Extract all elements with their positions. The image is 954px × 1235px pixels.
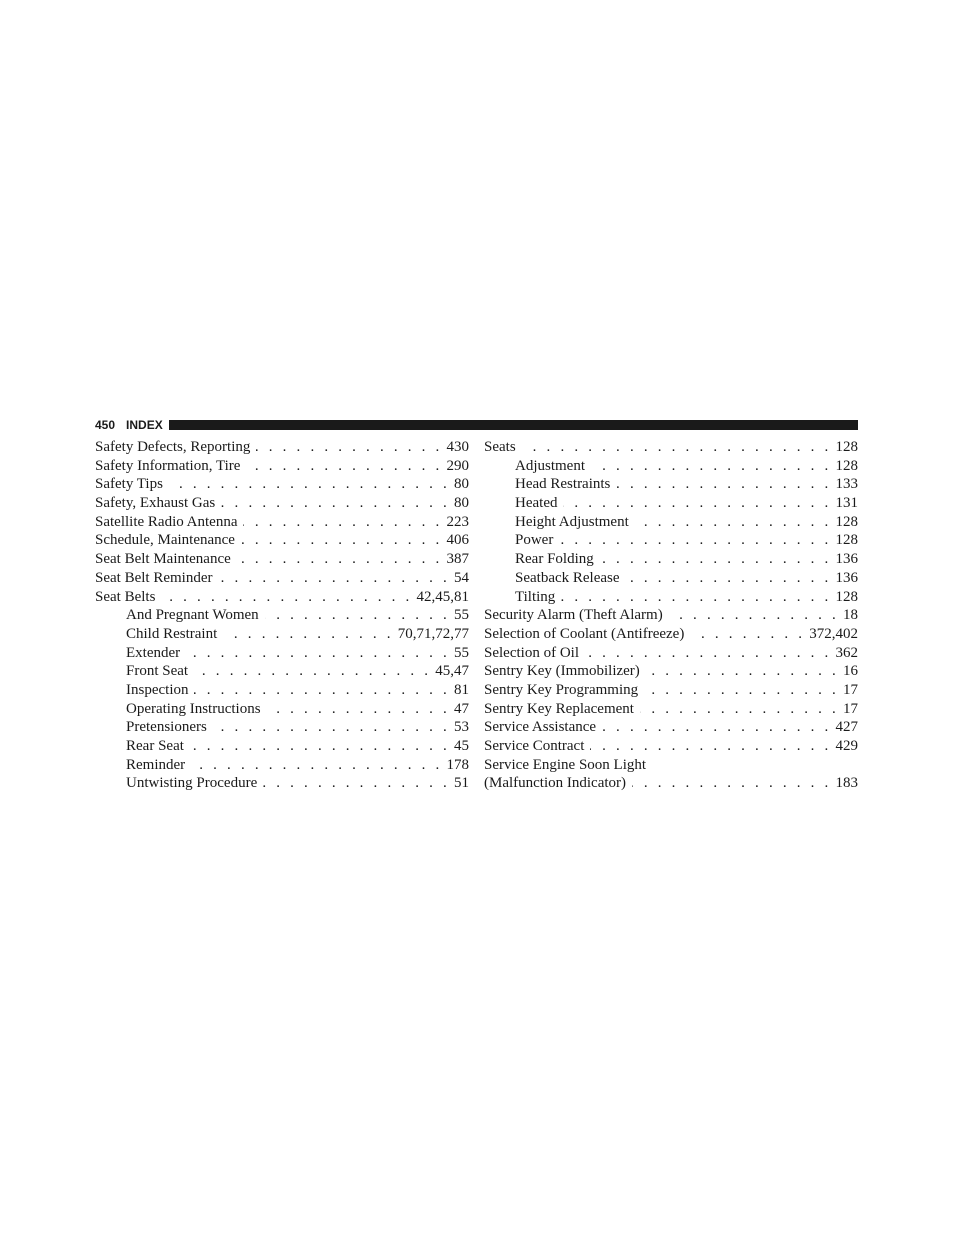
dot-leader [263, 774, 450, 793]
index-term: Seatback Release [515, 569, 620, 586]
dot-leader [246, 457, 442, 476]
index-page-ref: 372,402 [809, 625, 858, 642]
index-entry [95, 513, 469, 532]
page-header [95, 417, 858, 433]
dot-leader [241, 531, 443, 550]
index-subentry [484, 531, 858, 550]
index-subentry [484, 475, 858, 494]
index-term: Reminder [126, 756, 186, 773]
dot-leader [169, 475, 450, 494]
index-term: Operating Instructions [126, 700, 261, 717]
index-page-ref: 429 [835, 738, 858, 754]
index-page-ref: 54 [454, 569, 469, 586]
index-entry [95, 531, 469, 550]
dot-leader [644, 681, 839, 700]
index-term: Heated [515, 495, 558, 512]
index-column-right [484, 438, 858, 793]
index-page-ref: 17 [843, 700, 858, 717]
index-term: (Malfunction Indicator) [484, 775, 627, 792]
dot-leader [600, 550, 832, 569]
page-number: 450 [95, 418, 116, 432]
index-entry [95, 475, 469, 494]
index-term: Untwisting Procedure [126, 775, 258, 792]
index-page-ref: 53 [454, 719, 469, 736]
index-term: Service Engine Soon Light [484, 756, 647, 773]
dot-leader [635, 513, 832, 532]
dot-leader [186, 644, 450, 663]
dot-leader [561, 588, 831, 607]
index-entry [484, 737, 858, 756]
index-entry [95, 588, 469, 607]
dot-leader [256, 438, 442, 457]
index-subentry [95, 700, 469, 719]
dot-leader [267, 700, 450, 719]
index-page-ref: 362 [835, 644, 858, 661]
index-entry [484, 718, 858, 737]
index-subentry [95, 737, 469, 756]
index-page-ref: 45,47 [435, 663, 469, 680]
dot-leader [194, 681, 450, 700]
index-term: Rear Seat [126, 738, 184, 754]
index-term: Pretensioners [126, 719, 207, 736]
index-term: Adjustment [515, 457, 585, 474]
index-page-ref: 128 [835, 457, 858, 474]
dot-leader [243, 513, 442, 532]
index-subentry [484, 550, 858, 569]
dot-leader [221, 494, 450, 513]
index-subentry [484, 588, 858, 607]
index-subentry [484, 494, 858, 513]
index-term: Seat Belt Reminder [95, 569, 213, 586]
index-subentry [95, 718, 469, 737]
section-title: INDEX [126, 418, 163, 432]
index-page-ref: 80 [454, 476, 469, 493]
index-term: Safety Information, Tire [95, 457, 241, 474]
index-page-ref: 133 [835, 476, 858, 493]
dot-leader [590, 737, 831, 756]
index-term: Head Restraints [515, 476, 611, 493]
index-page-ref: 18 [843, 607, 858, 624]
index-page-ref: 131 [835, 495, 858, 512]
index-page-ref: 128 [835, 588, 858, 605]
dot-leader [559, 531, 831, 550]
index-page-ref: 80 [454, 495, 469, 512]
index-page-ref: 427 [835, 719, 858, 736]
index-page-ref: 183 [835, 775, 858, 792]
index-entry [95, 438, 469, 457]
index-subentry [95, 606, 469, 625]
index-page-ref: 136 [835, 569, 858, 586]
dot-leader [616, 475, 831, 494]
index-term: Safety Tips [95, 476, 163, 493]
index-term: And Pregnant Women [126, 607, 259, 624]
index-term: Extender [126, 644, 181, 661]
dot-leader [522, 438, 832, 457]
index-term: Seat Belts [95, 588, 156, 605]
dot-leader [602, 718, 831, 737]
dot-leader [626, 569, 832, 588]
index-subentry [484, 457, 858, 476]
index-page-ref: 128 [835, 513, 858, 530]
index-page-ref: 42,45,81 [416, 588, 469, 605]
index-term: Service Assistance [484, 719, 597, 736]
index-column-left [95, 438, 469, 793]
dot-leader [237, 550, 443, 569]
index-term: Power [515, 532, 554, 549]
dot-leader [194, 662, 431, 681]
index-term: Safety Defects, Reporting [95, 439, 251, 455]
index-entry [484, 644, 858, 663]
index-term: Height Adjustment [515, 513, 629, 530]
index-term: Child Restraint [126, 625, 218, 642]
index-term: Rear Folding [515, 551, 594, 568]
dot-leader [191, 756, 442, 775]
dot-leader [161, 588, 412, 607]
index-entry [484, 625, 858, 644]
index-entry [95, 550, 469, 569]
index-term: Sentry Key (Immobilizer) [484, 663, 640, 680]
index-page-ref: 70,71,72,77 [397, 625, 469, 642]
index-entry [95, 457, 469, 476]
dot-leader [632, 774, 831, 793]
index-page-ref: 55 [454, 644, 469, 661]
index-term: Sentry Key Programming [484, 681, 639, 698]
index-subentry [95, 644, 469, 663]
index-entry [484, 700, 858, 719]
index-page-ref: 47 [454, 700, 469, 717]
index-entry [484, 438, 858, 457]
index-subentry [484, 569, 858, 588]
index-page-ref: 45 [454, 738, 469, 754]
index-page-ref: 81 [454, 681, 469, 698]
dot-leader [585, 644, 832, 663]
index-term: Front Seat [126, 663, 189, 680]
dot-leader [265, 606, 450, 625]
index-entry [95, 569, 469, 588]
dot-leader [646, 662, 839, 681]
dot-leader [213, 718, 450, 737]
index-term: Seats [484, 439, 516, 455]
index-subentry [95, 625, 469, 644]
index-term: Selection of Coolant (Antifreeze) [484, 625, 685, 642]
dot-leader [690, 625, 805, 644]
header-rule [169, 420, 858, 430]
index-page-ref: 406 [446, 532, 469, 549]
index-term: Satellite Radio Antenna [95, 513, 238, 530]
index-page-ref: 51 [454, 775, 469, 792]
dot-leader [669, 606, 839, 625]
index-term: Safety, Exhaust Gas [95, 495, 216, 512]
index-subentry [95, 774, 469, 793]
index-page-ref: 387 [446, 551, 469, 568]
index-page-ref: 290 [446, 457, 469, 474]
index-subentry [95, 662, 469, 681]
index-term: Schedule, Maintenance [95, 532, 235, 549]
index-term: Security Alarm (Theft Alarm) [484, 607, 663, 624]
dot-leader [640, 700, 839, 719]
index-subentry [95, 756, 469, 775]
index-page-ref: 136 [835, 551, 858, 568]
index-entry [484, 681, 858, 700]
index-page-ref: 223 [446, 513, 469, 530]
index-entry [484, 606, 858, 625]
index-page-ref: 55 [454, 607, 469, 624]
index-entry [484, 756, 858, 775]
dot-leader [591, 457, 832, 476]
index-term: Sentry Key Replacement [484, 700, 634, 717]
dot-leader [218, 569, 450, 588]
index-term: Inspection [126, 681, 189, 698]
index-entry [95, 494, 469, 513]
index-subentry [95, 681, 469, 700]
index-term: Service Contract [484, 738, 585, 754]
index-entry [484, 774, 858, 793]
index-term: Seat Belt Maintenance [95, 551, 231, 568]
index-page-ref: 128 [835, 532, 858, 549]
index-entry [484, 662, 858, 681]
index-page-ref: 17 [843, 681, 858, 698]
dot-leader [223, 625, 394, 644]
index-page-ref: 430 [446, 439, 469, 455]
index-page-ref: 128 [835, 439, 858, 455]
dot-leader [190, 737, 450, 756]
index-term: Selection of Oil [484, 644, 579, 661]
index-page-ref: 178 [446, 756, 469, 773]
index-term: Tilting [515, 588, 556, 605]
dot-leader [563, 494, 831, 513]
index-page-ref: 16 [843, 663, 858, 680]
index-subentry [484, 513, 858, 532]
